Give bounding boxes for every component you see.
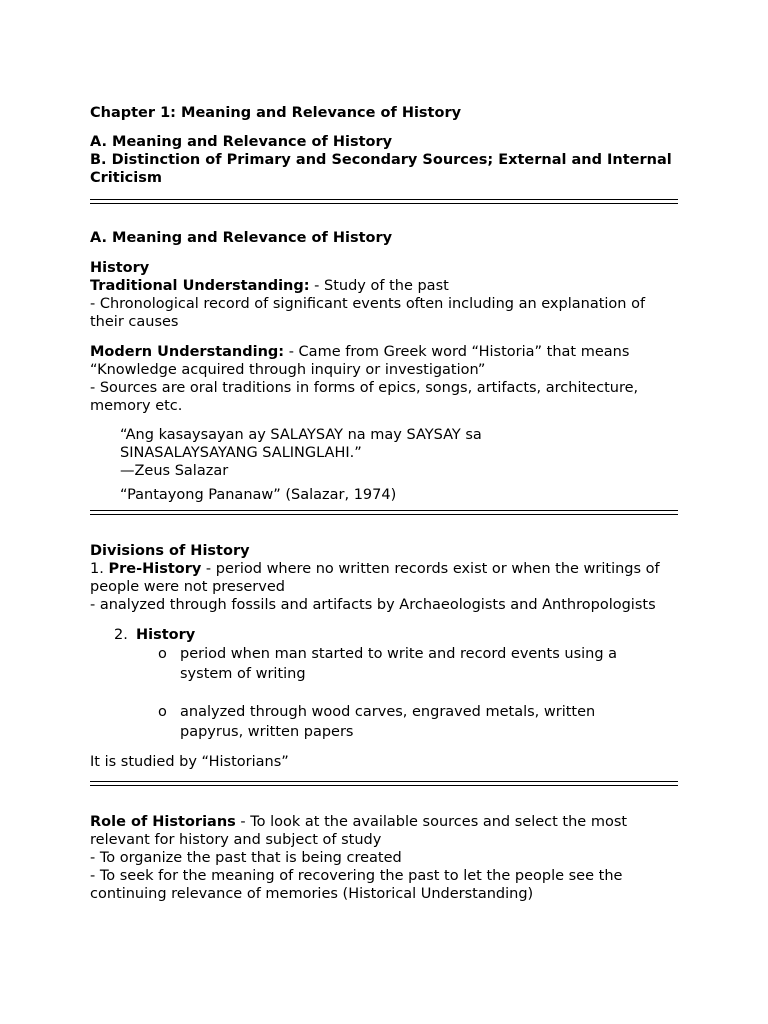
toc-item-a: A. Meaning and Relevance of History [90, 134, 393, 150]
modern-understanding [90, 343, 680, 379]
modern-detail: - Sources are oral traditions in forms of epics, songs, artifacts, architecture, memory etc. [90, 380, 639, 414]
traditional-text: - Study of the past [309, 278, 449, 294]
quote-line-2: SINASALAYSAYANG SALINGLAHI.” [120, 445, 362, 461]
quote-author: —Zeus Salazar [120, 463, 229, 479]
pre-history-label: Pre-History [108, 561, 202, 577]
traditional-label: Traditional Understanding: [90, 278, 310, 294]
traditional-detail: - Chronological record of significant events often including an explanation of their causes [90, 296, 646, 330]
divisions-heading: Divisions of History [90, 543, 250, 559]
traditional-understanding [90, 277, 680, 295]
pantayong-pananaw: “Pantayong Pananaw” (Salazar, 1974) [120, 487, 397, 503]
division-item-2 [90, 626, 680, 644]
item-1-number: 1. [90, 561, 104, 577]
quote-line-1: “Ang kasaysayan ay SALAYSAY na may SAYSAY sa [120, 427, 482, 443]
pre-history-detail: - analyzed through fossils and artifacts by Archaeologists and Anthropologists [90, 597, 656, 613]
item-2-number: 2. [114, 627, 128, 643]
section-a-heading: A. Meaning and Relevance of History [90, 230, 393, 246]
modern-text: - Came from Greek word “Historia” that means “Knowledge acquired through inquiry or investigation” [90, 344, 630, 378]
studied-by: It is studied by “Historians” [90, 754, 289, 770]
historians-text: - To look at the available sources and select the most relevant for history and subject of study [90, 814, 628, 848]
history-label: History [136, 627, 196, 643]
history-subheading: History [90, 260, 150, 276]
quote-block [90, 426, 680, 504]
modern-label: Modern Understanding: [90, 344, 285, 360]
role-of-historians [90, 813, 680, 849]
bullet-item [90, 702, 680, 742]
toc-item-b: B. Distinction of Primary and Secondary Sources; External and Internal Criticism [90, 152, 672, 186]
bullet-item [90, 644, 680, 684]
bullet-text-2: analyzed through wood carves, engraved metals, written papyrus, written papers [180, 704, 596, 740]
historians-line-3: - To seek for the meaning of recovering the past to let the people see the continuing relevance of memories (Historical Understanding) [90, 868, 623, 902]
bullet-marker: o [158, 646, 167, 662]
historians-line-2: - To organize the past that is being created [90, 850, 402, 866]
bullet-text-1: period when man started to write and record events using a system of writing [180, 646, 618, 682]
division-item-1 [90, 560, 680, 596]
chapter-title: Chapter 1: Meaning and Relevance of History [90, 105, 462, 121]
bullet-marker: o [158, 704, 167, 720]
historians-label: Role of Historians [90, 814, 236, 830]
pre-history-text: - period where no written records exist or when the writings of people were not preserved [90, 561, 660, 595]
document-page [90, 104, 680, 903]
